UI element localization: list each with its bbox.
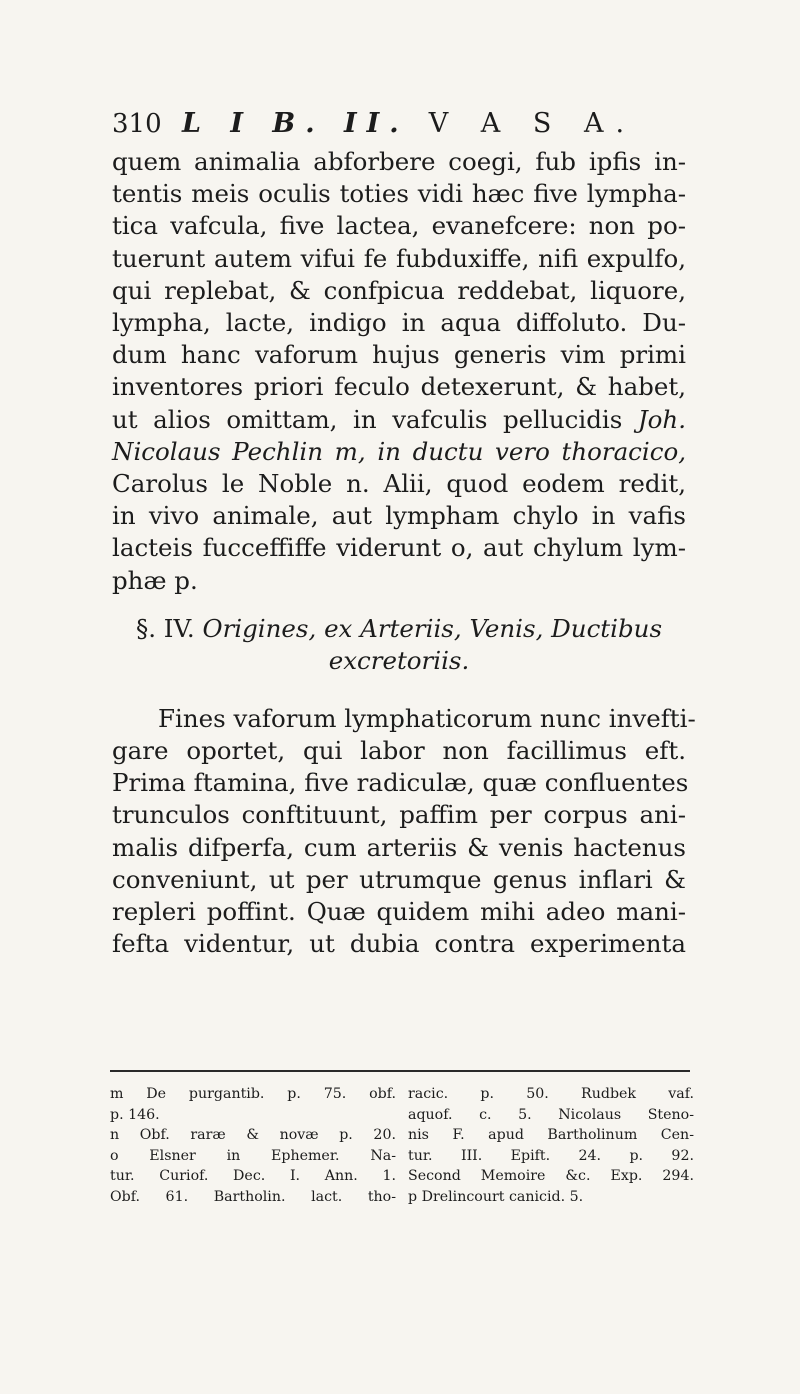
section-title-line1: Origines, ex Arteriis, Venis, Ductibus bbox=[202, 613, 663, 643]
text-line: Prima ftamina, five radiculæ, quæ confluentes bbox=[112, 768, 689, 798]
text-line: trunculos conftituunt, paffim per corpus ani- bbox=[112, 800, 686, 830]
section-title: V A S A. bbox=[428, 108, 637, 139]
running-header bbox=[112, 108, 712, 139]
footnotes-right-column bbox=[408, 1084, 694, 1207]
page-number: 310 bbox=[112, 109, 162, 139]
footnote-line: racic. p. 50. Rudbek vaf. bbox=[408, 1086, 694, 1102]
section-number: §. IV. bbox=[135, 613, 195, 643]
footnote-line: tur. III. Epift. 24. p. 92. bbox=[408, 1147, 694, 1164]
text-line-with-name: ut alios omittam, in vafculis pellucidis Joh. bbox=[112, 404, 686, 434]
main-text bbox=[112, 146, 696, 960]
footnote-line: p Drelincourt canicid. 5. bbox=[408, 1188, 584, 1205]
text-line: qui replebat, & confpicua reddebat, liquore, bbox=[112, 275, 686, 305]
paragraph-2 bbox=[112, 703, 696, 961]
footnote-line: m De purgantib. p. 75. obf. bbox=[110, 1086, 396, 1102]
section-heading bbox=[112, 613, 686, 677]
text-line: Nicolaus Pechlin m, in ductu vero thoracico, bbox=[112, 436, 686, 466]
text-line: tentis meis oculis toties vidi hæc five lympha- bbox=[112, 179, 686, 209]
section-title-line2: excretoriis. bbox=[328, 645, 470, 675]
footnote-line: n Obf. raræ & novæ p. 20. bbox=[110, 1127, 396, 1143]
text-line: inventores priori feculo detexerunt, & habet, bbox=[112, 372, 686, 402]
book-label: L I B. II. bbox=[182, 108, 409, 139]
text-line: lympha, lacte, indigo in aqua diffoluto. Du- bbox=[112, 308, 686, 338]
footnote-line: Second Memoire &c. Exp. 294. bbox=[408, 1168, 694, 1184]
text-line: fefta videntur, ut dubia contra experimenta bbox=[112, 929, 686, 959]
footnotes-left-column bbox=[110, 1084, 396, 1207]
text-line: phæ p. bbox=[112, 565, 198, 595]
text-line: lacteis fucceffiffe viderunt o, aut chylum lym- bbox=[112, 533, 686, 563]
text-line: repleri poffint. Quæ quidem mihi adeo mani- bbox=[112, 897, 686, 927]
footnote-line: aquof. c. 5. Nicolaus Steno- bbox=[408, 1106, 694, 1123]
paragraph-1 bbox=[112, 146, 686, 597]
text-line: Carolus le Noble n. Alii, quod eodem redit, bbox=[112, 469, 686, 499]
footnote-line: tur. Curiof. Dec. I. Ann. 1. bbox=[110, 1168, 396, 1184]
text-line: dum hanc vaforum hujus generis vim primi bbox=[112, 340, 686, 370]
footnote-line: Obf. 61. Bartholin. lact. tho- bbox=[110, 1188, 396, 1205]
section-heading-line bbox=[112, 613, 686, 645]
text-line: tuerunt autem vifui fe fubduxiffe, nifi expulfo, bbox=[112, 243, 686, 273]
text-line: malis difperfa, cum arteriis & venis hactenus bbox=[112, 832, 686, 862]
text-line: in vivo animale, aut lympham chylo in vafis bbox=[112, 501, 686, 531]
text-line: Fines vaforum lymphaticorum nunc invefti- bbox=[158, 703, 696, 733]
footnote-line: o Elsner in Ephemer. Na- bbox=[110, 1147, 396, 1164]
author-name: Joh. bbox=[637, 404, 686, 434]
footnote-line: p. 146. bbox=[110, 1106, 160, 1123]
text-line: quem animalia abforbere coegi, fub ipfis in- bbox=[112, 147, 686, 176]
footnote-line: nis F. apud Bartholinum Cen- bbox=[408, 1127, 694, 1143]
footnote-rule bbox=[110, 1070, 690, 1072]
text-line: tica vafcula, five lactea, evanefcere: non po- bbox=[112, 211, 686, 241]
text-line: conveniunt, ut per utrumque genus inflari & bbox=[112, 864, 686, 894]
text-line: gare oportet, qui labor non facillimus eft. bbox=[112, 736, 686, 766]
footnotes bbox=[110, 1084, 694, 1207]
